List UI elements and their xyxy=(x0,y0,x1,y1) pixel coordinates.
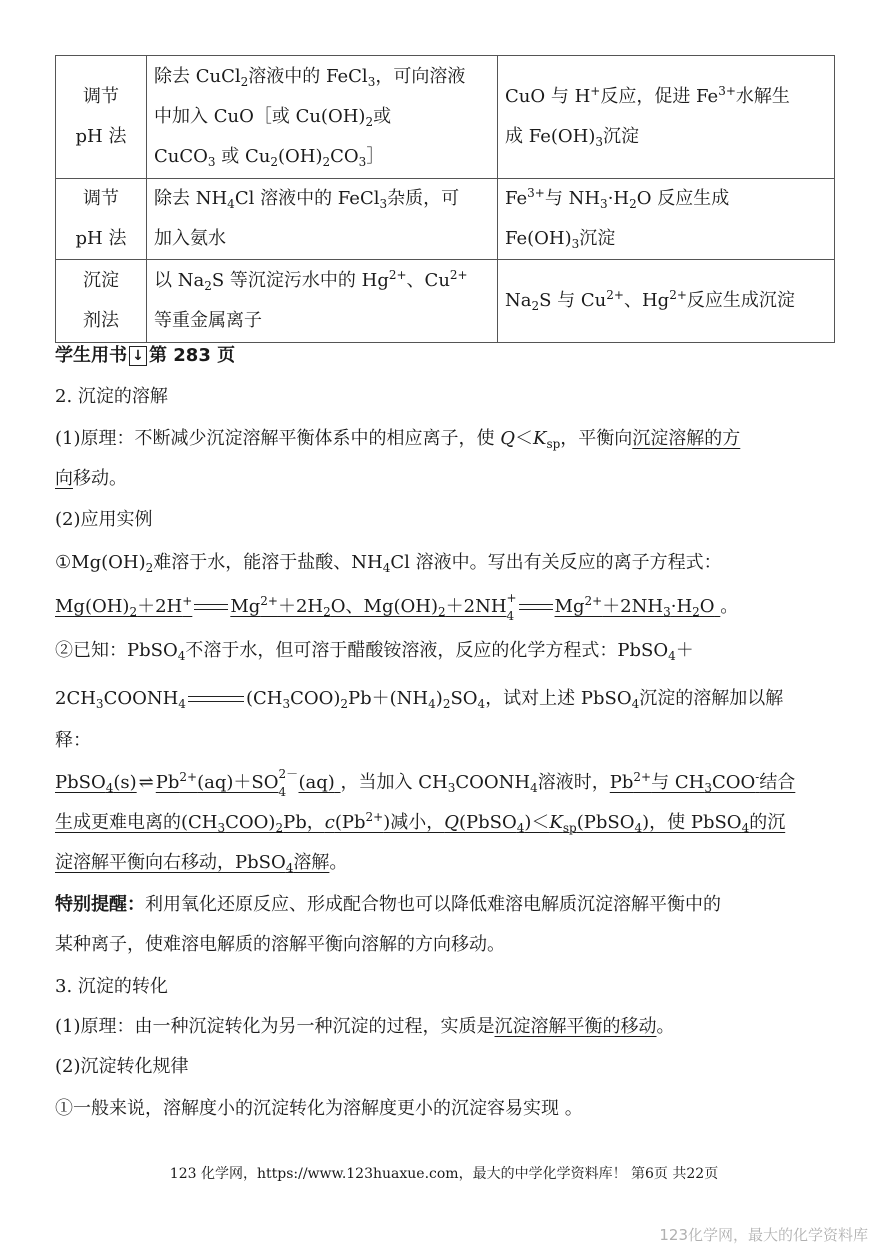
answer-blank: 向 xyxy=(55,468,73,489)
answer-blank: $Mg(OH)_2+2H^+$ $Mg^{2+}+2H_2O$、$Mg(OH)_2+2NH$ + 4 $Mg^{2+}+2NH_3\cdot H_2O$ xyxy=(55,591,715,623)
method-label: 剂法 xyxy=(83,310,119,331)
equals-sign-icon xyxy=(188,696,244,702)
table-row xyxy=(56,179,835,260)
equals-sign-icon xyxy=(194,604,228,610)
answer-blank: 淀溶解平衡向右移动，PbSO$_4$溶解 xyxy=(55,852,330,875)
explanation-line-2 xyxy=(55,808,785,838)
method-cell xyxy=(56,179,147,260)
example-2-line-2: $2CH_3COONH_4$ $(CH_3COO)_2Pb+(NH_4)_2SO_4$，试对上述 PbSO$_4$沉淀的溶解加以解 xyxy=(55,688,784,711)
explanation-line-3: 淀溶解平衡向右移动，PbSO$_4$溶解。 xyxy=(55,852,348,875)
equals-sign-icon xyxy=(519,604,553,610)
method-label: pH 法 xyxy=(75,126,127,147)
table-row xyxy=(56,260,835,343)
separation-methods-table xyxy=(55,55,835,343)
method-label: 调节 xyxy=(83,188,119,209)
answer-blank: $Pb^{2+}$与 $CH_3COO^-$结合 xyxy=(609,770,796,795)
special-reminder-line-2: 某种离子，使难溶电解质的溶解平衡向溶解的方向移动。 xyxy=(55,934,505,955)
section-2-title: 2. 沉淀的溶解 xyxy=(55,386,168,407)
example-2-line-3: 释： xyxy=(55,730,91,751)
answer-blank: 沉淀溶解的方 xyxy=(632,428,741,449)
special-reminder: 特别提醒：利用氧化还原反应、形成配合物也可以降低难溶电解质沉淀溶解平衡中的 xyxy=(55,894,721,915)
section-3-title: 3. 沉淀的转化 xyxy=(55,976,168,997)
transformation-principle: (1)原理：由一种沉淀转化为另一种沉淀的过程，实质是沉淀溶解平衡的移动。 xyxy=(55,1016,675,1037)
principle-cell: CuO 与 H+反应，促进 $Fe^{3+}$水解生 成 $Fe(OH)_3$沉淀 xyxy=(498,56,835,179)
method-label: 调节 xyxy=(83,86,119,107)
down-arrow-icon: ↓ xyxy=(129,346,147,366)
answer-blank: 生成更难电离的$(CH_3COO)_2Pb$，$c(Pb^{2+})$减小，$Q(PbSO_4)<K_{sp}(PbSO_4)$，使 PbSO$_4$的沉 xyxy=(55,810,786,835)
book-page-reference: 学生用书 ↓ 第 283 页 xyxy=(55,345,236,366)
principle-line-2: 向移动。 xyxy=(55,468,127,489)
example-cell: 除去 $NH_4Cl$ 溶液中的 FeCl$_3$杂质，可 加入氨水 xyxy=(147,179,498,260)
answer-blank: PbSO$_4$(s) ⇌ $Pb^{2+}(aq)+SO$ 2－ 4 (aq) xyxy=(55,767,335,799)
application-heading: (2)应用实例 xyxy=(55,509,153,530)
transformation-rule-1: ①一般来说，溶解度小的沉淀转化为溶解度更小的沉淀容易实现 。 xyxy=(55,1098,583,1119)
principle-cell: $Fe^{3+}$与 $NH_3\cdot H_2O$ 反应生成 $Fe(OH)_3$沉淀 xyxy=(498,179,835,260)
example-2-line-1: ②已知：PbSO$_4$不溶于水，但可溶于醋酸铵溶液，反应的化学方程式：PbSO$_4$＋ xyxy=(55,640,694,663)
explanation-line-1: PbSO$_4$(s) ⇌ $Pb^{2+}(aq)+SO$ 2－ 4 (aq) ，当加入 $CH_3COONH_4$溶液时，$Pb^{2+}$与 $CH_3COO^-$结合 xyxy=(55,767,796,799)
method-label: pH 法 xyxy=(75,228,127,249)
page-footer: 123 化学网，https://www.123huaxue.com，最大的中学化学资料库！ 第6页 共22页 xyxy=(169,1166,719,1182)
method-cell xyxy=(56,56,147,179)
ionic-equation: $Mg(OH)_2+2H^+$ $Mg^{2+}+2H_2O$、$Mg(OH)_2+2NH$ + 4 $Mg^{2+}+2NH_3\cdot H_2O$ 。 xyxy=(55,591,739,623)
method-cell xyxy=(56,260,147,343)
principle-line-1: (1)原理：不断减少沉淀溶解平衡体系中的相应离子，使 $Q<K_{sp}$，平衡向沉淀溶解的方 xyxy=(55,428,741,451)
table-row xyxy=(56,56,835,179)
principle-cell: $Na_2S$ 与 $Cu^{2+}$、$Hg^{2+}$反应生成沉淀 xyxy=(498,260,835,343)
transformation-rule-heading: (2)沉淀转化规律 xyxy=(55,1056,189,1077)
reversible-arrow-icon: ⇌ xyxy=(138,772,154,793)
example-1: $①Mg(OH)_2$难溶于水，能溶于盐酸、$NH_4Cl$ 溶液中。写出有关反应的离子方程式： xyxy=(55,552,722,575)
method-label: 沉淀 xyxy=(83,270,119,291)
watermark: 123化学网，最大的化学资料库 xyxy=(659,1226,868,1244)
answer-blank: 沉淀溶解平衡的移动 xyxy=(494,1016,657,1037)
example-cell: 以 $Na_2S$ 等沉淀污水中的 $Hg^{2+}$、$Cu^{2+}$ 等重金属离子 xyxy=(147,260,498,343)
example-cell: 除去 CuCl$_2$溶液中的 FeCl$_3$，可向溶液 中加入 CuO［或 $Cu(OH)_2$或 CuCO$_3$ 或 $Cu_2(OH)_2CO_3]$ xyxy=(147,56,498,179)
